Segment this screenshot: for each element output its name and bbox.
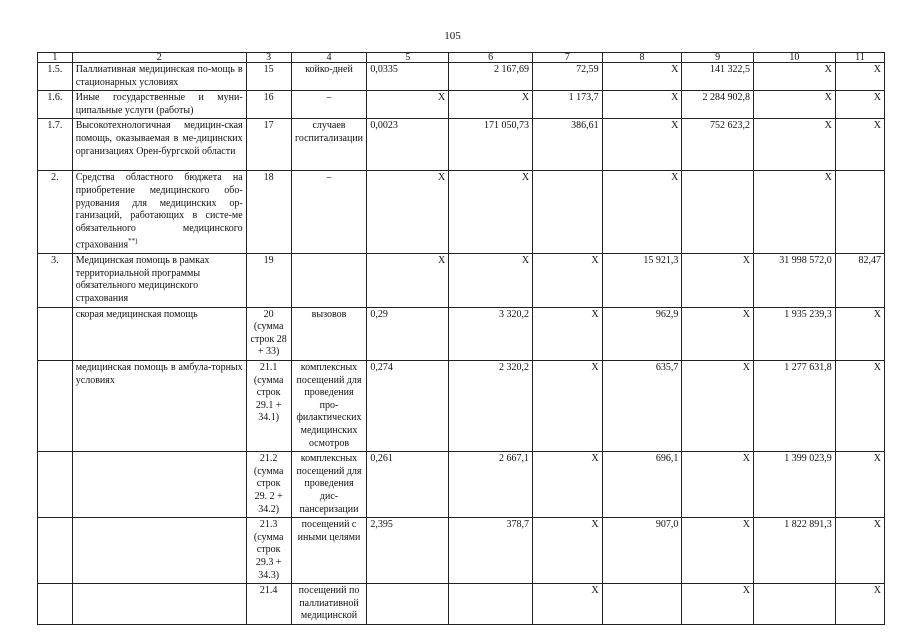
cell-value: X [533,452,603,518]
cell-value: 0,29 [367,307,449,360]
cell-value [682,171,754,254]
cell-value: 0,0023 [367,119,449,171]
table-row [38,171,885,254]
cell-value: X [449,254,533,307]
cell-value: X [367,171,449,254]
cell-value: X [367,91,449,119]
cell-value: 2 167,69 [449,63,533,91]
unit [291,254,367,307]
cell-value [602,584,682,625]
row-number: 2. [38,171,73,254]
row-title: Высокотехнологичная медицин-ская помощь, оказываемая в ме-дицинских организациях Орен-бургской области [72,119,246,171]
row-title: Медицинская помощь в рамках территориальной программы обязательного медицинского страхования [72,254,246,307]
cell-value: 2,395 [367,518,449,584]
cell-value: 907,0 [602,518,682,584]
cell-value: X [602,91,682,119]
row-title: Паллиативная медицинская по-мощь в стационарных условиях [72,63,246,91]
row-title [72,452,246,518]
cell-value: X [682,452,754,518]
cell-value: 72,59 [533,63,603,91]
cell-value: 82,47 [835,254,884,307]
cell-value: X [602,63,682,91]
cell-value: 0,261 [367,452,449,518]
line-number: 21.2 (сумма строк 29. 2 + 34.2) [246,452,291,518]
row-number: 1.5. [38,63,73,91]
row-number [38,584,73,625]
cell-value: X [835,307,884,360]
column-header: 6 [449,53,533,63]
cell-value: X [835,361,884,452]
row-number: 1.6. [38,91,73,119]
cell-value: 386,61 [533,119,603,171]
cell-value: 0,0335 [367,63,449,91]
cell-value: 696,1 [602,452,682,518]
row-title [72,518,246,584]
line-number: 15 [246,63,291,91]
row-title-text: Средства областного бюджета на приобретение медицинского обо-рудования для медицинских ор-ганизаций, работающих в систе-ме обязательного медицинского страхования [75,172,243,251]
cell-value: 1 277 631,8 [753,361,835,452]
line-number: 21.4 [246,584,291,625]
cell-value: X [449,91,533,119]
cell-value: X [682,518,754,584]
cell-value: X [835,63,884,91]
column-header: 4 [291,53,367,63]
cell-value: X [602,171,682,254]
line-number: 19 [246,254,291,307]
cell-value: 1 935 239,3 [753,307,835,360]
cell-value: X [533,254,603,307]
cell-value: X [682,361,754,452]
cell-value: 635,7 [602,361,682,452]
cell-value: 31 998 572,0 [753,254,835,307]
line-number: 17 [246,119,291,171]
cell-value: X [602,119,682,171]
row-title: скорая медицинская помощь [72,307,246,360]
table-row [38,518,885,584]
table-row [38,584,885,625]
table-row [38,91,885,119]
cell-value: X [682,584,754,625]
cell-value: X [753,119,835,171]
unit: вызовов [291,307,367,360]
column-header: 1 [38,53,73,63]
cell-value: 3 320,2 [449,307,533,360]
cell-value: X [533,361,603,452]
unit: – [291,91,367,119]
cell-value: X [533,307,603,360]
cell-value [533,171,603,254]
cell-value: 752 623,2 [682,119,754,171]
column-header: 3 [246,53,291,63]
cell-value: X [835,91,884,119]
cell-value: X [682,307,754,360]
column-header: 5 [367,53,449,63]
column-header: 11 [835,53,884,63]
table-row [38,307,885,360]
row-number [38,518,73,584]
unit: комплексных посещений для проведения дис-пансеризации [291,452,367,518]
row-number: 1.7. [38,119,73,171]
data-table [37,52,885,625]
cell-value: X [835,584,884,625]
table-row [38,361,885,452]
column-number-row [38,53,885,63]
column-header: 10 [753,53,835,63]
cell-value: X [533,518,603,584]
cell-value: 2 667,1 [449,452,533,518]
line-number: 18 [246,171,291,254]
cell-value: X [835,452,884,518]
row-number [38,361,73,452]
cell-value: 1 399 023,9 [753,452,835,518]
cell-value: X [753,171,835,254]
column-header: 9 [682,53,754,63]
table-row [38,119,885,171]
cell-value: X [682,254,754,307]
cell-value: 1 173,7 [533,91,603,119]
row-title [72,171,246,254]
line-number: 21.3 (сумма строк 29.3 + 34.3) [246,518,291,584]
row-number [38,452,73,518]
cell-value: 378,7 [449,518,533,584]
column-header: 7 [533,53,603,63]
page-number: 105 [444,30,461,42]
unit: посещений с иными целями [291,518,367,584]
unit: комплексных посещений для проведения про-филактических медицинских осмотров [291,361,367,452]
cell-value: X [449,171,533,254]
cell-value: X [835,119,884,171]
footnote-mark: **) [128,237,138,246]
cell-value [449,584,533,625]
unit: койко-дней [291,63,367,91]
cell-value: 2 284 902,8 [682,91,754,119]
column-header: 8 [602,53,682,63]
cell-value: 0,274 [367,361,449,452]
cell-value: X [367,254,449,307]
table-row [38,63,885,91]
unit: случаев госпитализации [291,119,367,171]
row-title [72,584,246,625]
line-number: 20 (сумма строк 28 + 33) [246,307,291,360]
cell-value: 2 320,2 [449,361,533,452]
row-title: Иные государственные и муни-ципальные услуги (работы) [72,91,246,119]
table-row [38,452,885,518]
cell-value: 962,9 [602,307,682,360]
row-number [38,307,73,360]
cell-value [835,171,884,254]
column-header: 2 [72,53,246,63]
unit: посещений по паллиативной медицинской [291,584,367,625]
line-number: 16 [246,91,291,119]
line-number: 21.1 (сумма строк 29.1 + 34.1) [246,361,291,452]
cell-value: X [835,518,884,584]
cell-value [753,584,835,625]
cell-value: 15 921,3 [602,254,682,307]
cell-value: 1 822 891,3 [753,518,835,584]
table-row [38,254,885,307]
cell-value: 171 050,73 [449,119,533,171]
row-title: медицинская помощь в амбула-торных условиях [72,361,246,452]
unit: – [291,171,367,254]
cell-value [367,584,449,625]
row-number: 3. [38,254,73,307]
cell-value: X [533,584,603,625]
cell-value: X [753,91,835,119]
cell-value: 141 322,5 [682,63,754,91]
cell-value: X [753,63,835,91]
